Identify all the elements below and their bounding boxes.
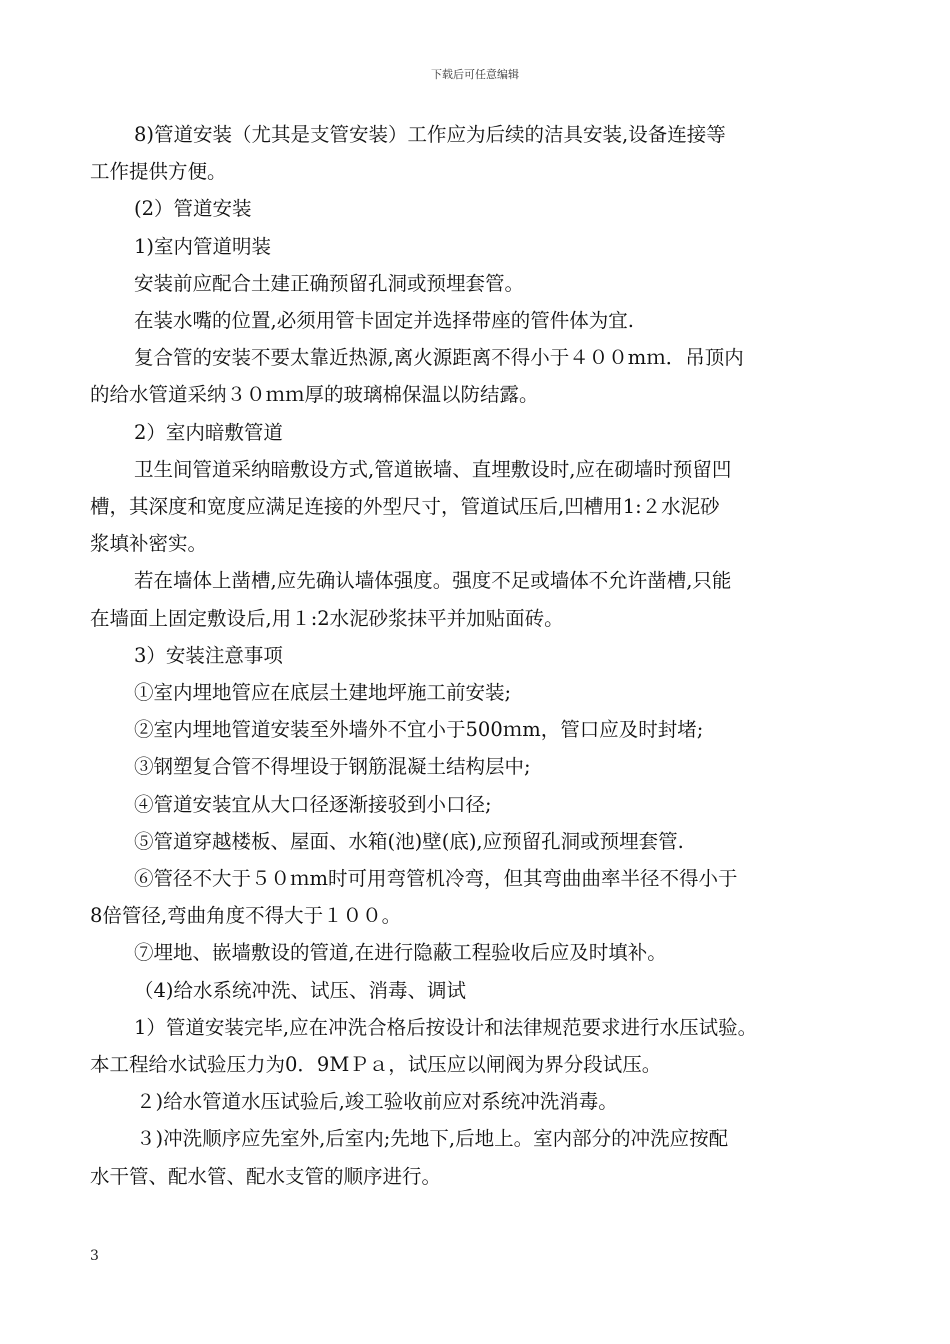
list-item: ①室内埋地管应在底层土建地坪施工前安装; [134,681,512,705]
paragraph-line: 槽，其深度和宽度应满足连接的外型尺寸，管道试压后,凹槽用1:２水泥砂 [90,495,720,519]
paragraph-line: 在装水嘴的位置,必须用管卡固定并选择带座的管件体为宜. [134,309,634,333]
section-heading: （4)给水系统冲洗、试压、消毒、调试 [134,978,467,1002]
paragraph-line: 8倍管径,弯曲角度不得大于１００。 [90,904,402,928]
paragraph-line: 1）管道安装完毕,应在冲洗合格后按设计和法律规范要求进行水压试验。 [134,1015,758,1039]
paragraph-line: ３)冲洗顺序应先室外,后室内;先地下,后地上。室内部分的冲洗应按配 [136,1127,729,1151]
paragraph-line: 若在墙体上凿槽,应先确认墙体强度。强度不足或墙体不允许凿槽,只能 [134,569,732,593]
paragraph-line: 水干管、配水管、配水支管的顺序进行。 [90,1164,442,1188]
list-item: ③钢塑复合管不得埋设于钢筋混凝土结构层中; [134,755,531,779]
list-item: ⑦埋地、嵌墙敷设的管道,在进行隐蔽工程验收后应及时填补。 [134,941,667,965]
paragraph-line: 安装前应配合土建正确预留孔洞或预埋套管。 [134,271,525,295]
list-item: ⑥管径不大于５０ｍm时可用弯管机冷弯，但其弯曲曲率半径不得小于 [134,867,738,891]
list-item: ④管道安装宜从大口径逐渐接驳到小口径; [134,792,492,816]
section-heading: (2）管道安装 [134,197,252,221]
paragraph-line: 8)管道安装（尤其是支管安装）工作应为后续的洁具安装,设备连接等 [134,123,726,146]
paragraph-line: 复合管的安装不要太靠近热源,离火源距离不得小于４００mｍ．吊顶内 [134,346,744,370]
document-body [90,116,862,1195]
page-header: 下载后可任意编辑 [431,68,519,81]
subsection-heading: 2）室内暗敷管道 [134,420,283,444]
page-number: 3 [90,1248,99,1264]
subsection-heading: 1)室内管道明装 [134,234,272,258]
subsection-heading: 3）安装注意事项 [134,643,283,667]
list-item: ⑤管道穿越楼板、屋面、水箱(池)壁(底),应预留孔洞或预埋套管. [134,829,684,853]
paragraph-line: 工作提供方便。 [90,160,227,184]
paragraph-line: 卫生间管道采纳暗敷设方式,管道嵌墙、直埋敷设时,应在砌墙时预留凹 [134,457,732,481]
list-item: ②室内埋地管道安装至外墙外不宜小于500ｍm，管口应及时封堵; [134,718,704,742]
paragraph-line: 本工程给水试验压力为0．9MＰａ，试压应以闸阀为界分段试压。 [90,1053,662,1077]
paragraph-line: 在墙面上固定敷设后,用１:2水泥砂浆抹平并加贴面砖。 [90,606,564,630]
paragraph-line: 浆填补密实。 [90,532,208,556]
paragraph-line: 的给水管道采纳３０ｍｍ厚的玻璃棉保温以防结露。 [90,383,539,407]
paragraph-line: ２)给水管道水压试验后,竣工验收前应对系统冲洗消毒。 [136,1090,618,1114]
